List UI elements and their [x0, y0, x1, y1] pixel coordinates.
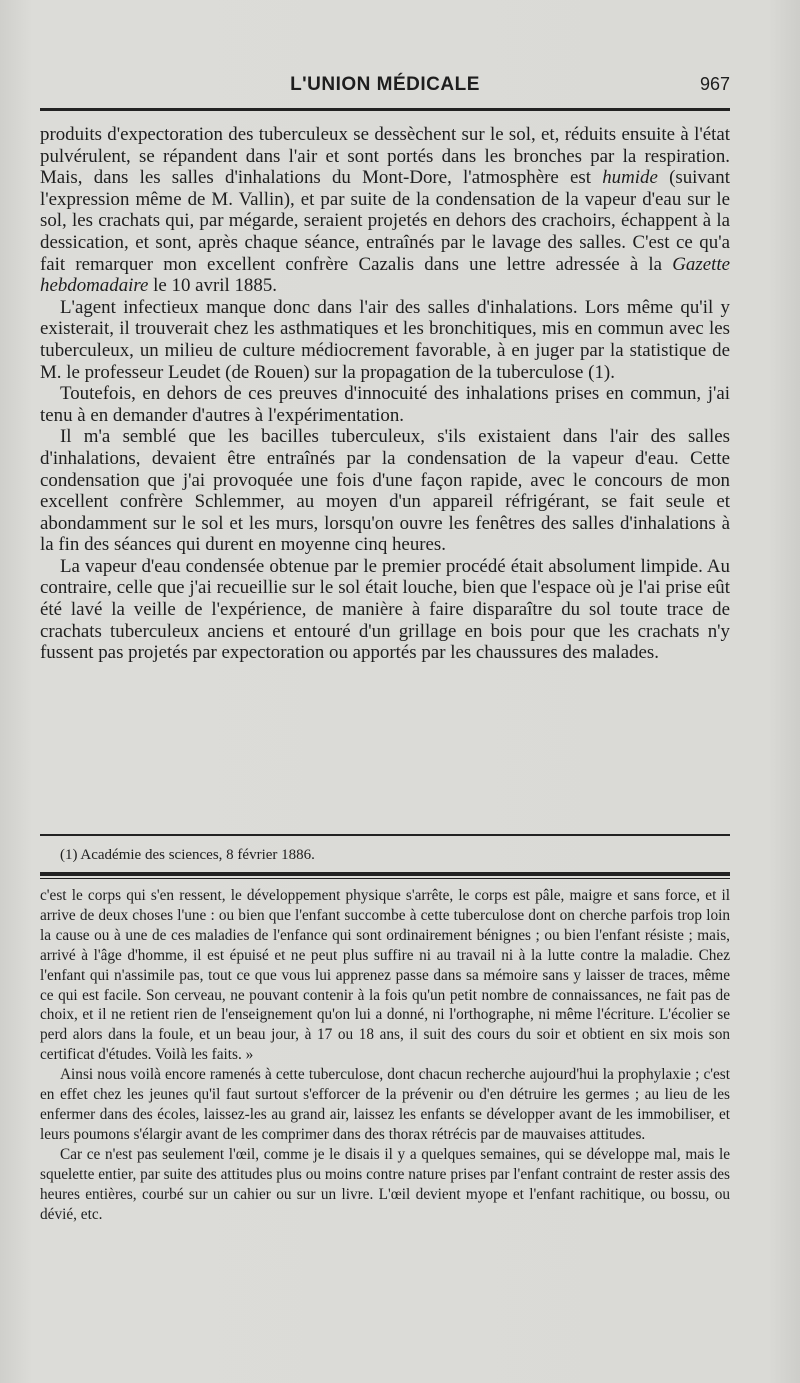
paragraph-text: produits d'expectoration des tuberculeux se dessèchent sur le sol, et, réduits ensuite à l'état pulvérulent, se répandent dans l'air et sont portés dans les bronches par la respiration. Mais, dans les salles d'inhalations du Mont-Dore, l'atmosphère est: [40, 124, 730, 189]
paragraph: L'agent infectieux manque donc dans l'air des salles d'inhalations. Lors même qu'il y existerait, il trouverait chez les asthmatiques et les bronchitiques, mis en commun avec les tuberculeux, un milieu de culture médiocrement favorable, à en juger par la statistique de M. le professeur Leudet (de Rouen) sur la propagation de la tuberculose (1).: [40, 296, 730, 383]
section-rule: [40, 872, 730, 876]
paragraph-text: le 10 avril 1885.: [153, 275, 277, 297]
paragraph: c'est le corps qui s'en ressent, le développement physique s'arrête, le corps est pâle, maigre et sans force, et il arrive de deux choses l'une : ou bien que l'enfant succombe à cette tuberculose dont on cherche parfois trop loin la cause ou à une de ces maladies de l'enfance qui sont ordinairement bénignes ; ou bien l'enfant résiste ; mais, arrivé à l'âge d'homme, il est épuisé et ne peut plus suffire ni au travail ni à la lutte contre la maladie. Chez l'enfant qui n'assimile pas, tout ce que vous lui apprenez passe dans sa mémoire sans y laisser de traces, même ce qui est facile. Son cerveau, ne pouvant contenir à la fois qu'un petit nombre de connaissances, ne fait pas de choix, et il ne retient rien de l'enseignement qu'on lui a donné, ni l'orthographe, ni même l'écriture. L'écolier se perd alors dans la foule, et un beau jour, à 17 ou 18 ans, il suit des cours du soir et obtient en six mois son certificat d'études. Voilà les faits. »: [40, 887, 730, 1064]
running-header: [40, 74, 730, 104]
emphasis: humide: [602, 167, 658, 189]
paragraph: La vapeur d'eau condensée obtenue par le premier procédé était absolument limpide. Au contraire, celle que j'ai recueillie sur le sol était louche, bien que l'espace où je l'ai prise eût été lavé la veille de l'expérience, de manière à faire disparaître du sol toute trace de crachats tuberculeux anciens et entouré d'un grillage en bois pour que les crachats n'y fussent pas projetés par expectoration ou apportés par les chaussures des malades.: [40, 555, 730, 664]
paragraph: Ainsi nous voilà encore ramenés à cette tuberculose, dont chacun recherche aujourd'hui la prophylaxie ; c'est en effet chez les jeunes qu'il faut surtout s'efforcer de la prévenir ou d'en détruire les germes ; au lieu de les enfermer dans des écoles, laissez-les au grand air, laissez les enfants se développer avant de les immobiliser, et leurs poumons s'élargir avant de les comprimer dans des thorax rétrécis par de mauvaises attitudes.: [40, 1066, 730, 1143]
paragraph: [40, 124, 730, 297]
header-rule: [40, 108, 730, 111]
footnote-rule: [40, 834, 730, 836]
paragraph: Car ce n'est pas seulement l'œil, comme je le disais il y a quelques semaines, qui se développe mal, mais le squelette entier, par suite des attitudes plus ou moins contre nature prises par l'enfant contraint de rester assis des heures entières, courbé sur un cahier ou sur un livre. L'œil devient myope et l'enfant rachitique, ou bossu, ou dévié, etc.: [40, 1145, 730, 1223]
page-number: 967: [699, 74, 730, 94]
journal-title: L'UNION MÉDICALE: [290, 74, 480, 95]
journal-name: Gazette hebdomadaire: [40, 253, 730, 297]
footnote-text: (1) Académie des sciences, 8 février 1886.: [60, 847, 315, 863]
footnote: [40, 846, 730, 864]
section-rule-thin: [40, 878, 730, 879]
paragraph-text: (suivant l'expression même de M. Vallin), et par suite de la condensation de la vapeur d'eau sur le sol, les crachats qui, par mégarde, seraient projetés en dehors des crachoirs, échappent à la dessication, et sont, après chaque séance, entraînés par le lavage des salles. C'est ce qu'a fait remarquer mon excellent confrère Cazalis dans une lettre adressée à la: [40, 167, 730, 275]
paragraph: Toutefois, en dehors de ces preuves d'innocuité des inhalations prises en commun, j'ai tenu à en demander d'autres à l'expérimentation.: [40, 383, 730, 426]
second-article: [40, 886, 730, 1224]
article-body: [40, 124, 730, 664]
paragraph: Il m'a semblé que les bacilles tuberculeux, s'ils existaient dans l'air des salles d'inhalations, devaient être entraînés par la condensation de la vapeur d'eau. Cette condensation que j'ai provoquée une fois d'une façon rapide, avec le concours de mon excellent confrère Schlemmer, au moyen d'un appareil réfrigérant, se fait seule et abondamment sur le sol et les murs, lorsqu'on ouvre les fenêtres des salles d'inhalations à la fin des séances qui durent en moyenne cinq heures.: [40, 426, 730, 556]
